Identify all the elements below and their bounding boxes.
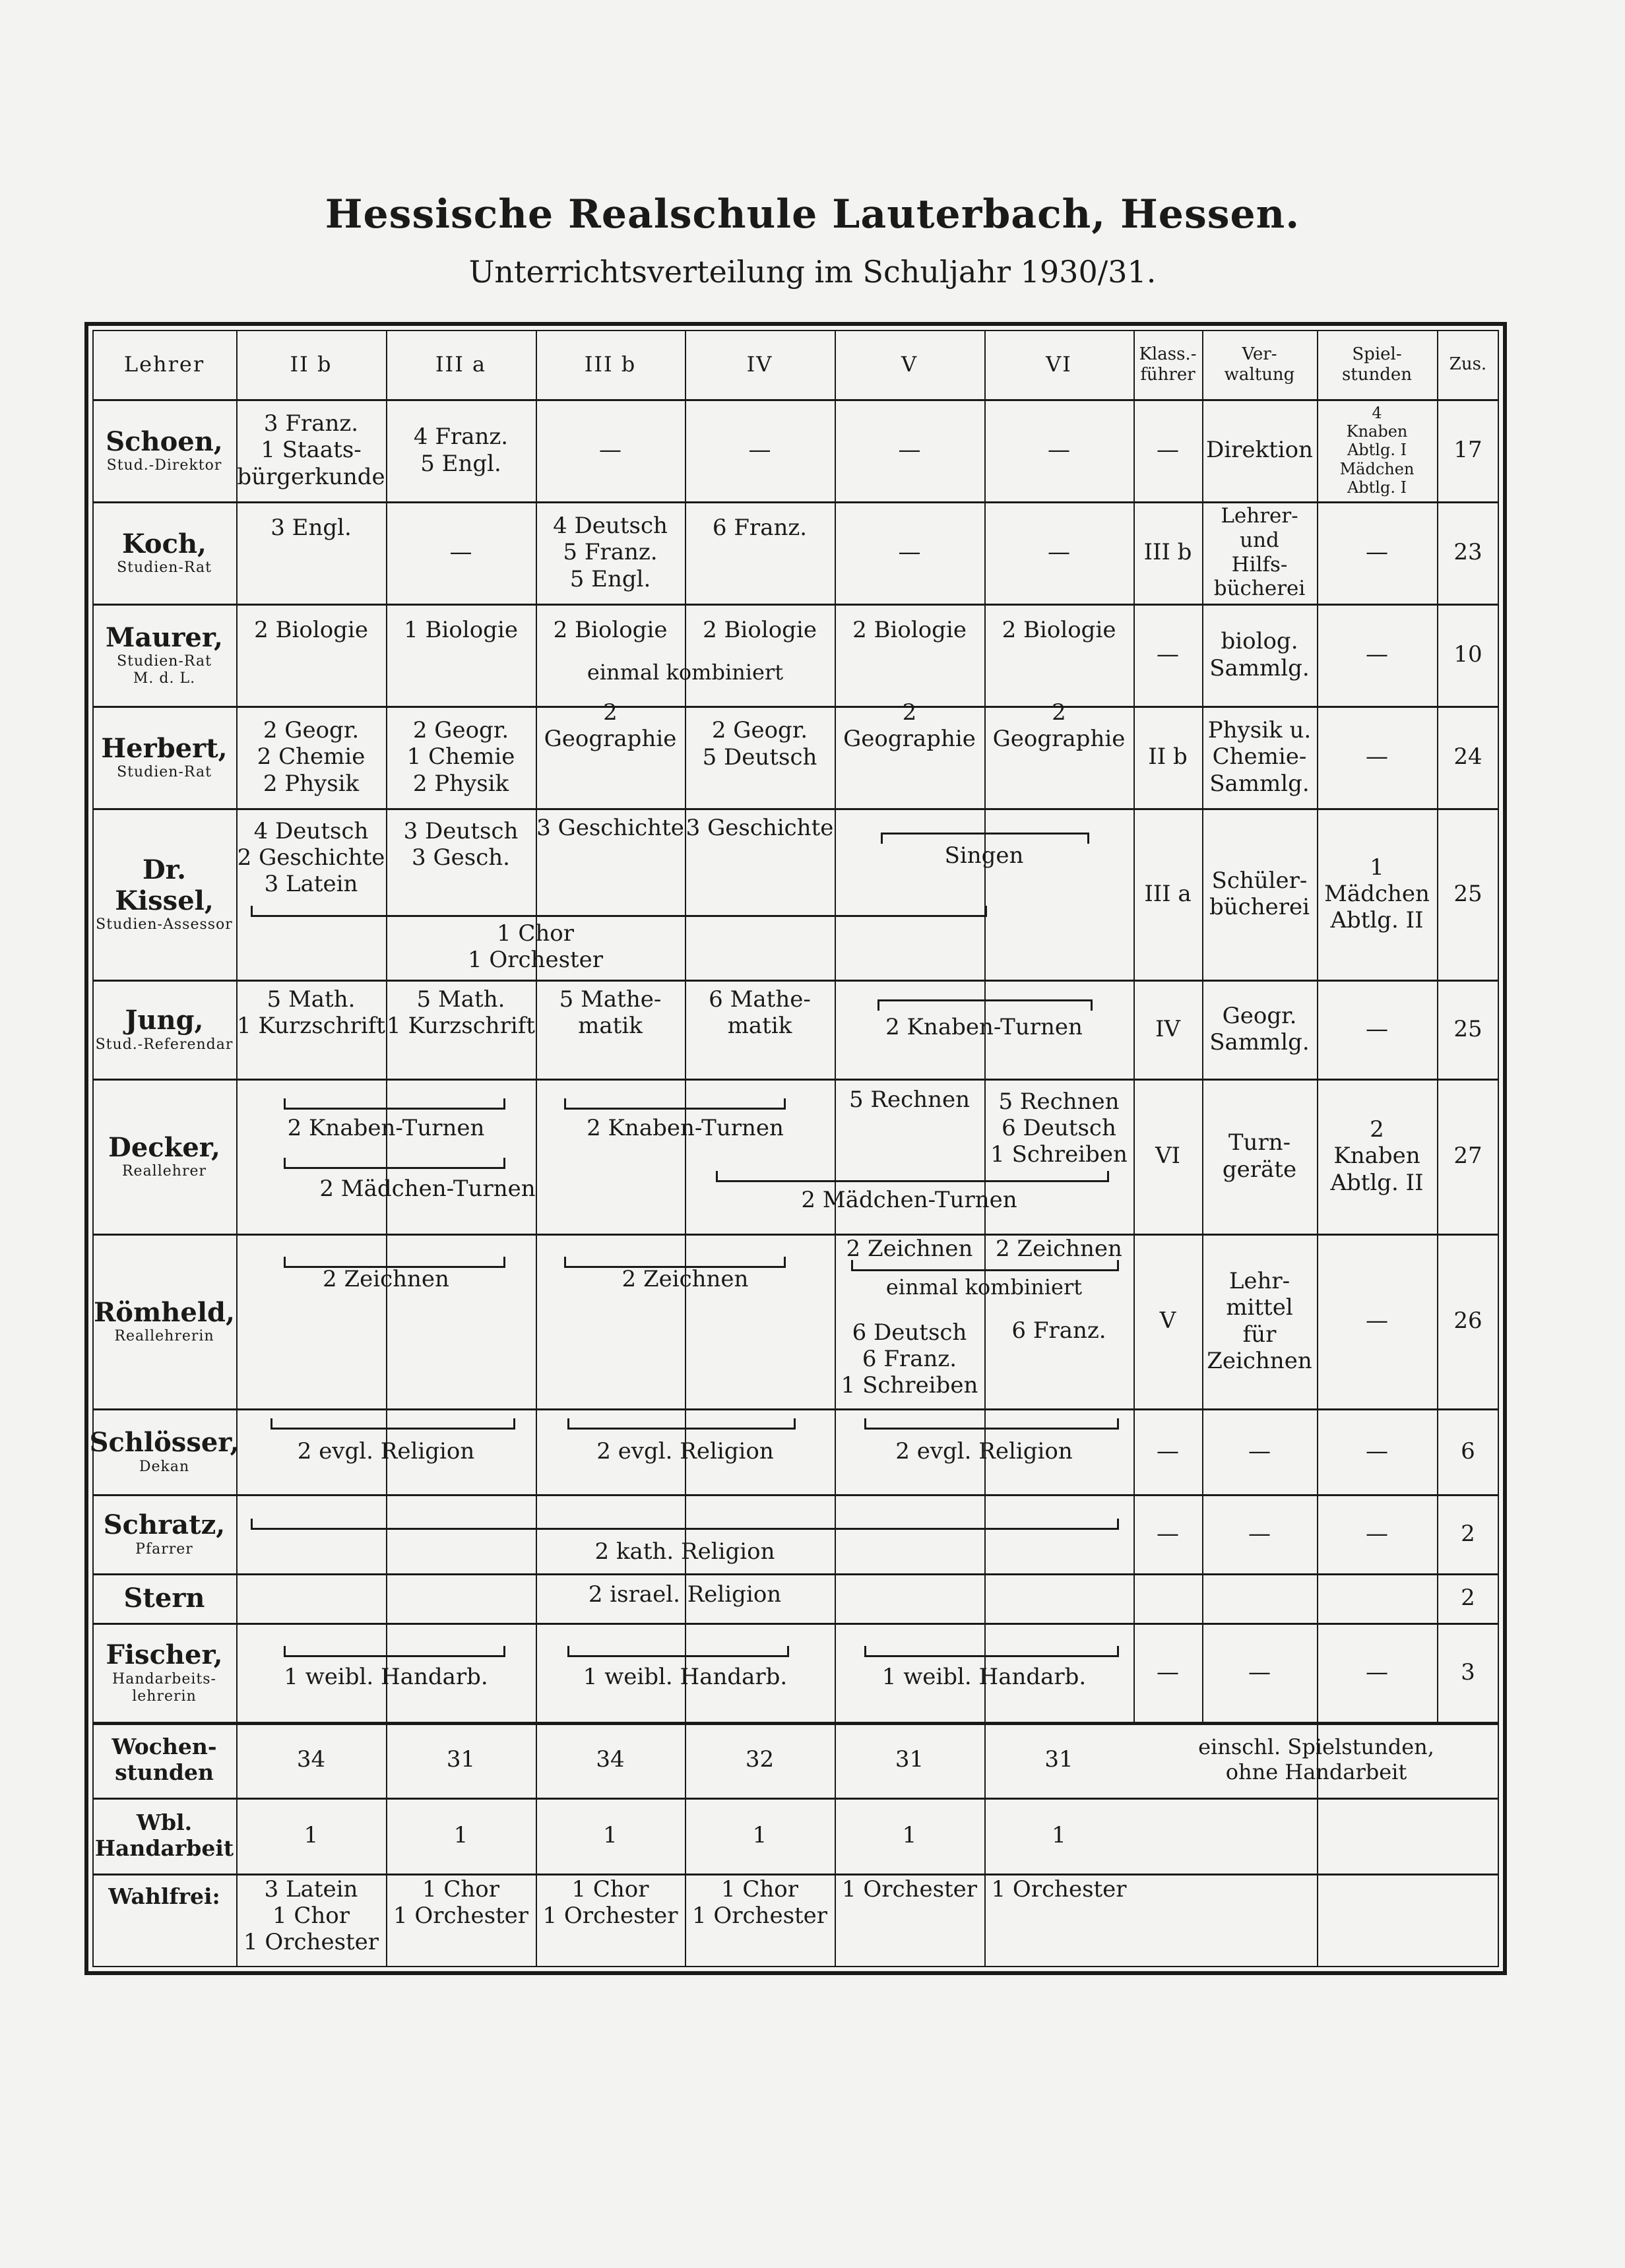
total-cell: 10 [1453, 641, 1482, 668]
lesson-cell: 2 Zeichnen [996, 1235, 1122, 1262]
lesson-cell: 2 Geographie [992, 699, 1126, 752]
lesson-cell: 2 Biologie [852, 616, 967, 643]
lesson-cell: 5 Rechnen 6 Deutsch 1 Schreiben [990, 1088, 1128, 1168]
spielstunden-cell: 1 Mädchen Abtlg. II [1324, 854, 1430, 934]
spielstunden-cell: — [1366, 1658, 1388, 1685]
group-brace [284, 1098, 505, 1110]
header-class-IV: IV [746, 351, 773, 377]
verwaltung-cell: Schüler- bücherei [1209, 867, 1310, 920]
klassenfuehrer-cell: VI [1155, 1143, 1180, 1170]
teacher-cell [92, 604, 236, 706]
spielstunden-cell: — [1366, 539, 1388, 566]
header-spielstunden: Spiel- stunden [1341, 344, 1413, 385]
lesson-cell: 5 Math. 1 Kurzschrift [387, 986, 535, 1039]
teacher-cell [92, 808, 236, 980]
verwaltung-cell: biolog. Sammlg. [1209, 628, 1310, 681]
teacher-role: Dekan [139, 1458, 190, 1475]
teacher-cell [92, 1079, 236, 1234]
header-class-IIb: II b [290, 351, 333, 377]
group-brace [864, 1418, 1119, 1430]
total-cell: 25 [1453, 880, 1482, 907]
teacher-cell [92, 1234, 236, 1408]
lesson-cell: 2 evgl. Religion [895, 1437, 1073, 1465]
lesson-cell: — [898, 437, 921, 464]
col-line [236, 330, 238, 1966]
group-brace [564, 1098, 786, 1110]
verwaltung-cell: Lehr- mittel für Zeichnen [1207, 1268, 1312, 1374]
total-cell: 27 [1453, 1143, 1482, 1170]
teacher-role: Studien-Rat [117, 559, 212, 577]
weekly-hours: 31 [1044, 1746, 1073, 1773]
lesson-cell: — [599, 437, 621, 464]
teacher-role: Reallehrer [121, 1163, 207, 1180]
header-class-V: V [901, 351, 918, 377]
elective-cell: 1 Chor 1 Orchester [691, 1876, 828, 1930]
teacher-name: Stern [123, 1582, 205, 1614]
lesson-cell: Singen [944, 842, 1024, 869]
teacher-cell [92, 980, 236, 1079]
total-cell: 2 [1461, 1520, 1475, 1547]
verwaltung-cell: Turn- geräte [1222, 1129, 1297, 1183]
lesson-cell: 2 evgl. Religion [297, 1437, 475, 1465]
lesson-cell: 2 Zeichnen [323, 1266, 449, 1293]
lesson-cell: — [449, 539, 472, 566]
teacher-cell [92, 501, 236, 604]
lesson-cell: 1 Biologie [404, 616, 518, 643]
document-subtitle: Unterrichtsverteilung im Schuljahr 1930/31. [468, 254, 1157, 290]
lesson-cell: 2 Geogr. 2 Chemie 2 Physik [257, 717, 366, 797]
teacher-cell [92, 1623, 236, 1722]
lesson-cell: 2 israel. Religion [588, 1581, 782, 1608]
group-brace [716, 1171, 1109, 1182]
spielstunden-cell: — [1366, 1015, 1388, 1042]
lesson-cell: 3 Franz. 1 Staats- bürgerkunde [237, 410, 385, 490]
elective-cell: 3 Latein 1 Chor 1 Orchester [243, 1876, 379, 1956]
spielstunden-cell: — [1366, 641, 1388, 668]
teacher-cell [92, 706, 236, 808]
teacher-role: Stud.-Direktor [106, 457, 222, 474]
verwaltung-cell: — [1248, 1658, 1271, 1685]
elective-cell: 1 Orchester [841, 1876, 978, 1903]
footer-label: Wbl. Handarbeit [94, 1809, 234, 1861]
teacher-cell [89, 1408, 239, 1494]
lesson-cell: — [748, 437, 771, 464]
teacher-role: Studien-Assessor [96, 916, 233, 933]
lesson-cell: — [1048, 437, 1070, 464]
lesson-cell: 3 Deutsch 3 Gesch. [403, 817, 519, 871]
teacher-cell [92, 1494, 236, 1573]
header-klassenfuehrer: Klass.- führer [1139, 344, 1197, 385]
header-lehrer: Lehrer [123, 351, 205, 377]
spielstunden-cell: — [1366, 743, 1388, 771]
lesson-cell: 2 Knaben-Turnen [885, 1014, 1083, 1041]
group-brace [284, 1158, 505, 1169]
teacher-name: Fischer, [106, 1639, 223, 1671]
klassenfuehrer-cell: — [1157, 641, 1179, 668]
col-line [685, 330, 686, 1966]
handwork-hours: 1 [453, 1822, 468, 1849]
teacher-role: Handarbeits- lehrerin [112, 1670, 216, 1705]
lesson-cell: 2 Biologie [254, 616, 368, 643]
verwaltung-cell: Geogr. Sammlg. [1209, 1002, 1310, 1055]
handwork-hours: 1 [303, 1822, 319, 1849]
total-cell: 17 [1453, 437, 1482, 464]
lesson-cell: 1 Chor 1 Orchester [467, 920, 604, 973]
lesson-cell: 4 Deutsch 5 Franz. 5 Engl. [553, 513, 668, 592]
lesson-cell: 2 kath. Religion [594, 1538, 775, 1565]
group-brace [567, 1418, 796, 1430]
klassenfuehrer-cell: — [1157, 437, 1179, 464]
lesson-cell: — [1048, 539, 1070, 566]
teacher-name: Decker, [108, 1131, 220, 1163]
klassenfuehrer-cell: IV [1155, 1015, 1180, 1042]
weekly-hours: 31 [895, 1746, 924, 1773]
lesson-cell: 2 evgl. Religion [596, 1437, 774, 1465]
footer-label: Wahlfrei: [108, 1883, 220, 1909]
handwork-hours: 1 [902, 1822, 917, 1849]
combined-note: einmal kombiniert [885, 1275, 1083, 1300]
spielstunden-cell: — [1366, 1307, 1388, 1335]
lesson-cell: 2 Zeichnen [621, 1266, 749, 1293]
teacher-name: Jung, [125, 1005, 204, 1036]
teacher-name: Koch, [122, 528, 207, 559]
lesson-cell: 4 Deutsch 2 Geschichte 3 Latein [237, 817, 385, 898]
weekly-hours: 31 [446, 1746, 476, 1773]
combined-note: einmal kombiniert [587, 660, 784, 685]
header-zusammen: Zus. [1449, 354, 1487, 375]
verwaltung-cell: — [1248, 1520, 1271, 1547]
weekly-hours: 34 [296, 1746, 326, 1773]
group-brace [271, 1418, 515, 1430]
total-cell: 2 [1461, 1585, 1475, 1612]
teacher-name: Dr. Kissel, [115, 854, 214, 917]
lesson-cell: 2 Geographie [544, 699, 677, 752]
teacher-role: Pfarrer [135, 1540, 193, 1558]
klassenfuehrer-cell: II b [1148, 743, 1188, 771]
lesson-cell: 2 Knaben-Turnen [587, 1115, 784, 1142]
total-cell: 25 [1453, 1015, 1482, 1042]
verwaltung-cell: Physik u. Chemie- Sammlg. [1207, 717, 1312, 797]
teacher-role: Studien-Rat M. d. L. [117, 653, 212, 687]
lesson-cell: 3 Geschichte [685, 814, 834, 841]
header-class-IIIb: III b [584, 351, 637, 377]
lesson-cell: 1 weibl. Handarb. [583, 1664, 788, 1691]
spielstunden-cell: 2 Knaben Abtlg. II [1330, 1116, 1424, 1196]
lesson-cell: 5 Mathe- matik [559, 986, 662, 1039]
weekly-hours-note: einschl. Spielstunden, ohne Handarbeit [1198, 1734, 1434, 1784]
klassenfuehrer-cell: III a [1144, 880, 1192, 907]
total-cell: 23 [1453, 539, 1482, 566]
group-brace [851, 1260, 1119, 1271]
klassenfuehrer-cell: — [1157, 1658, 1179, 1685]
elective-cell: 1 Chor 1 Orchester [393, 1876, 529, 1930]
footer-label: Wochen- stunden [112, 1733, 217, 1785]
klassenfuehrer-cell: — [1157, 1437, 1179, 1465]
teacher-role: Studien-Rat [117, 764, 212, 781]
klassenfuehrer-cell: — [1157, 1520, 1179, 1547]
total-cell: 3 [1461, 1658, 1475, 1685]
lesson-cell: 1 weibl. Handarb. [284, 1664, 488, 1691]
klassenfuehrer-cell: V [1159, 1307, 1176, 1335]
lesson-cell: 2 Geogr. 1 Chemie 2 Physik [406, 717, 515, 797]
verwaltung-cell: — [1248, 1437, 1271, 1465]
klassenfuehrer-cell: III b [1143, 539, 1192, 566]
spielstunden-cell: — [1366, 1520, 1388, 1547]
lesson-cell: 2 Mädchen-Turnen [319, 1176, 536, 1203]
lesson-cell: 5 Math. 1 Kurzschrift [237, 986, 385, 1039]
group-brace [251, 906, 987, 917]
lesson-cell: 2 Geographie [843, 699, 976, 752]
lesson-cell: 6 Franz. [712, 514, 808, 541]
verwaltung-cell: Direktion [1205, 437, 1313, 464]
teacher-name: Schratz, [103, 1509, 226, 1541]
weekly-hours: 34 [596, 1746, 625, 1773]
spielstunden-cell: — [1366, 1437, 1388, 1465]
total-cell: 24 [1453, 743, 1482, 771]
teacher-name: Römheld, [94, 1296, 235, 1328]
elective-cell: 1 Chor 1 Orchester [542, 1876, 678, 1930]
teacher-role: Stud.-Referendar [95, 1036, 234, 1053]
spielstunden-cell: 4 Knaben Abtlg. I Mädchen Abtlg. I [1339, 403, 1415, 497]
lesson-cell: — [898, 539, 921, 566]
lesson-cell: 1 weibl. Handarb. [881, 1664, 1087, 1691]
lesson-cell: 2 Geogr. 5 Deutsch [702, 717, 817, 771]
teacher-name: Herbert, [101, 732, 228, 764]
teacher-name: Maurer, [106, 621, 223, 653]
lesson-cell: 6 Mathe- matik [709, 986, 811, 1039]
handwork-hours: 1 [1052, 1822, 1066, 1849]
teacher-name: Schoen, [106, 425, 223, 457]
lesson-cell: 6 Franz. [1011, 1317, 1106, 1344]
lesson-cell: 2 Biologie [703, 616, 817, 643]
handwork-hours: 1 [752, 1822, 767, 1849]
handwork-hours: 1 [603, 1822, 618, 1849]
elective-cell: 1 Orchester [991, 1876, 1127, 1903]
lesson-cell: 2 Zeichnen [846, 1235, 973, 1262]
total-cell: 26 [1453, 1307, 1482, 1335]
document-title: Hessische Realschule Lauterbach, Hessen. [325, 191, 1300, 237]
lesson-cell: 2 Knaben-Turnen [287, 1115, 485, 1142]
lesson-cell: 4 Franz. 5 Engl. [413, 424, 509, 477]
teacher-name: Schlösser, [89, 1427, 239, 1459]
teacher-role: Reallehrerin [114, 1328, 214, 1345]
teacher-cell [92, 1573, 236, 1623]
total-cell: 6 [1461, 1437, 1475, 1465]
verwaltung-cell: Lehrer- und Hilfs- bücherei [1213, 504, 1306, 601]
lesson-cell: 5 Rechnen [848, 1087, 970, 1114]
lesson-cell: 6 Deutsch 6 Franz. 1 Schreiben [841, 1319, 978, 1399]
header-verwaltung: Ver- waltung [1224, 344, 1295, 385]
teacher-cell [92, 399, 236, 501]
lesson-cell: 2 Biologie [1002, 616, 1116, 643]
header-class-IIIa: III a [435, 351, 487, 377]
group-brace [251, 1519, 1119, 1530]
weekly-hours: 32 [745, 1746, 775, 1773]
lesson-cell: 3 Engl. [271, 514, 352, 541]
lesson-cell: 2 Mädchen-Turnen [801, 1187, 1017, 1214]
lesson-cell: 2 Biologie [553, 616, 668, 643]
header-class-VI: VI [1046, 351, 1072, 377]
lesson-cell: 3 Geschichte [536, 814, 684, 841]
